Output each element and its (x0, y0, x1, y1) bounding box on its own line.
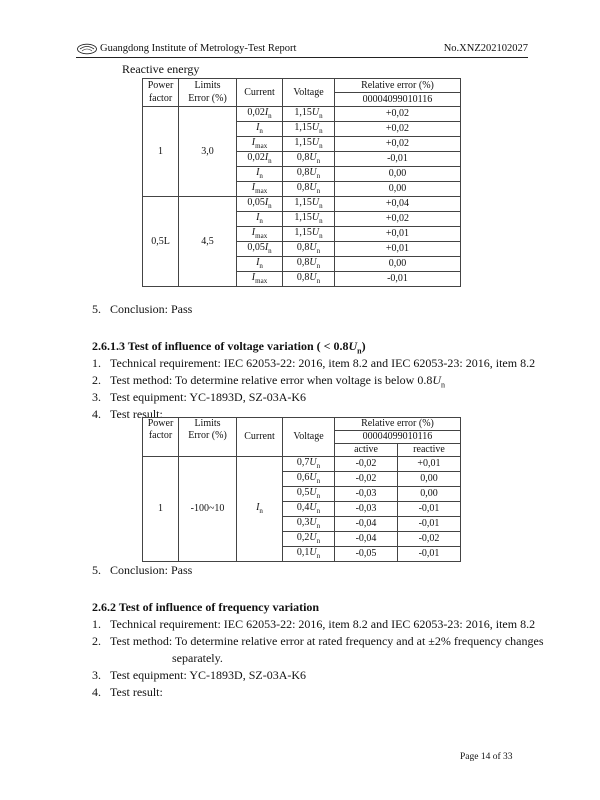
voltage-cell: $0,4U_n$ (283, 502, 335, 517)
list-item: Technical requirement: IEC 62053-22: 2016, item 8.2 and IEC 62053-23: 2016, item 8.2 (110, 617, 536, 631)
header-current: Current (237, 418, 283, 457)
active-error-cell: -0,02 (335, 472, 398, 487)
list-item: Test equipment: YC-1893D, SZ-03A-K6 (110, 390, 307, 404)
reactive-error-cell: -0,01 (398, 547, 461, 562)
section1-title: 2.6.1.3 Test of influence of voltage variation ( < $0.8U_n$) (92, 339, 366, 356)
list-item: Technical requirement: IEC 62053-22: 2016, item 8.2 and IEC 62053-23: 2016, item 8.2 (110, 356, 536, 370)
header-serial: 00004099010116 (335, 93, 461, 107)
voltage-cell: $0,1U_n$ (283, 547, 335, 562)
current-cell: $0,02I_n$ (237, 152, 283, 167)
conclusion1-text: Conclusion: Pass (110, 302, 193, 316)
voltage-cell: $0,8U_n$ (283, 152, 335, 167)
list-number: 1. (92, 356, 101, 370)
table-row (143, 107, 461, 122)
reactive-error-cell: -0,01 (398, 517, 461, 532)
voltage-cell: $0,5U_n$ (283, 487, 335, 502)
power-factor-cell: 0,5L (143, 197, 179, 287)
table-row (143, 197, 461, 212)
header-institute-name: Guangdong Institute of Metrology-Test Report (100, 43, 297, 54)
current-cell: $I_n$ (237, 122, 283, 137)
voltage-cell: $0,8U_n$ (283, 272, 335, 287)
header-power: Power (143, 79, 179, 93)
voltage-cell: $0,8U_n$ (283, 242, 335, 257)
list-number: 1. (92, 617, 101, 631)
current-cell: $I_{max}$ (237, 137, 283, 152)
header-voltage: Voltage (283, 418, 335, 457)
error-cell: +0,02 (335, 137, 461, 152)
reactive-energy-table (142, 78, 461, 287)
header-reactive: reactive (398, 444, 461, 457)
header-error-pct: Error (%) (179, 93, 237, 107)
voltage-cell: $1,15U_n$ (283, 227, 335, 242)
page-number: Page 14 of 33 (460, 752, 513, 762)
limit-cell: 3,0 (179, 107, 237, 197)
reactive-error-cell: 0,00 (398, 487, 461, 502)
error-cell: +0,02 (335, 122, 461, 137)
reactive-error-cell: 0,00 (398, 472, 461, 487)
voltage-cell: $1,15U_n$ (283, 197, 335, 212)
current-cell: $0,05I_n$ (237, 242, 283, 257)
table1-caption: Reactive energy (122, 62, 200, 76)
limit-cell: 4,5 (179, 197, 237, 287)
conclusion2-num: 5. (92, 563, 101, 577)
header-limits: Limits (179, 418, 237, 431)
list-item: Test method: To determine relative error at rated frequency and at ±2% frequency changes (110, 634, 544, 648)
current-cell: $0,05I_n$ (237, 197, 283, 212)
header-factor: factor (143, 93, 179, 107)
error-cell: -0,01 (335, 272, 461, 287)
active-error-cell: -0,04 (335, 517, 398, 532)
header-error-pct: Error (%) (179, 431, 237, 457)
error-cell: +0,02 (335, 212, 461, 227)
list-number: 2. (92, 634, 101, 648)
voltage-cell: $1,15U_n$ (283, 122, 335, 137)
list-number: 3. (92, 668, 101, 682)
header-relative-error: Relative error (%) (335, 79, 461, 93)
current-cell: $I_{max}$ (237, 182, 283, 197)
header-active: active (335, 444, 398, 457)
list-item: separately. (172, 651, 223, 665)
header-current: Current (237, 79, 283, 107)
voltage-cell: $0,3U_n$ (283, 517, 335, 532)
list-number: 2. (92, 373, 101, 387)
active-error-cell: -0,04 (335, 532, 398, 547)
current-cell: $0,02I_n$ (237, 107, 283, 122)
error-cell: 0,00 (335, 182, 461, 197)
voltage-cell: $1,15U_n$ (283, 137, 335, 152)
active-error-cell: -0,03 (335, 487, 398, 502)
conclusion2-text: Conclusion: Pass (110, 563, 193, 577)
header-report-number: No.XNZ202102027 (443, 43, 528, 54)
error-cell: +0,01 (335, 242, 461, 257)
header-factor: factor (143, 431, 179, 457)
voltage-cell: $0,6U_n$ (283, 472, 335, 487)
header-relative-error: Relative error (%) (335, 418, 461, 431)
current-cell: $I_{max}$ (237, 272, 283, 287)
list-number: 4. (92, 685, 101, 699)
section2-title: 2.6.2 Test of influence of frequency variation (92, 600, 320, 614)
error-cell: +0,04 (335, 197, 461, 212)
current-cell: $I_n$ (237, 257, 283, 272)
header-power: Power (143, 418, 179, 431)
voltage-cell: $0,8U_n$ (283, 182, 335, 197)
list-item: Test method: To determine relative error when voltage is below $0.8U_n$ (110, 373, 446, 390)
list-number: 3. (92, 390, 101, 404)
conclusion1-num: 5. (92, 302, 101, 316)
current-cell: $I_n$ (237, 457, 283, 562)
power-factor-cell: 1 (143, 457, 179, 562)
header-serial: 00004099010116 (335, 431, 461, 444)
voltage-cell: $0,8U_n$ (283, 167, 335, 182)
header-rule (76, 57, 528, 58)
error-cell: +0,02 (335, 107, 461, 122)
list-item: Test result: (110, 685, 163, 699)
active-error-cell: -0,03 (335, 502, 398, 517)
active-error-cell: -0,02 (335, 457, 398, 472)
reactive-error-cell: -0,02 (398, 532, 461, 547)
error-cell: -0,01 (335, 152, 461, 167)
voltage-cell: $0,8U_n$ (283, 257, 335, 272)
error-cell: 0,00 (335, 167, 461, 182)
voltage-cell: $1,15U_n$ (283, 107, 335, 122)
error-cell: 0,00 (335, 257, 461, 272)
current-cell: $I_n$ (237, 212, 283, 227)
page-header (76, 42, 528, 58)
power-factor-cell: 1 (143, 107, 179, 197)
list-item: Test equipment: YC-1893D, SZ-03A-K6 (110, 668, 307, 682)
list-number: 4. (92, 407, 101, 421)
list-item: Test result: (110, 407, 163, 421)
active-error-cell: -0,05 (335, 547, 398, 562)
current-cell: $I_{max}$ (237, 227, 283, 242)
error-cell: +0,01 (335, 227, 461, 242)
current-cell: $I_n$ (237, 167, 283, 182)
header-limits: Limits (179, 79, 237, 93)
table-row (143, 457, 461, 472)
voltage-cell: $0,2U_n$ (283, 532, 335, 547)
institute-logo-icon (76, 43, 98, 55)
voltage-cell: $0,7U_n$ (283, 457, 335, 472)
header-voltage: Voltage (283, 79, 335, 107)
voltage-cell: $1,15U_n$ (283, 212, 335, 227)
voltage-variation-table (142, 417, 461, 562)
reactive-error-cell: -0,01 (398, 502, 461, 517)
reactive-error-cell: +0,01 (398, 457, 461, 472)
limit-cell: -100~10 (179, 457, 237, 562)
